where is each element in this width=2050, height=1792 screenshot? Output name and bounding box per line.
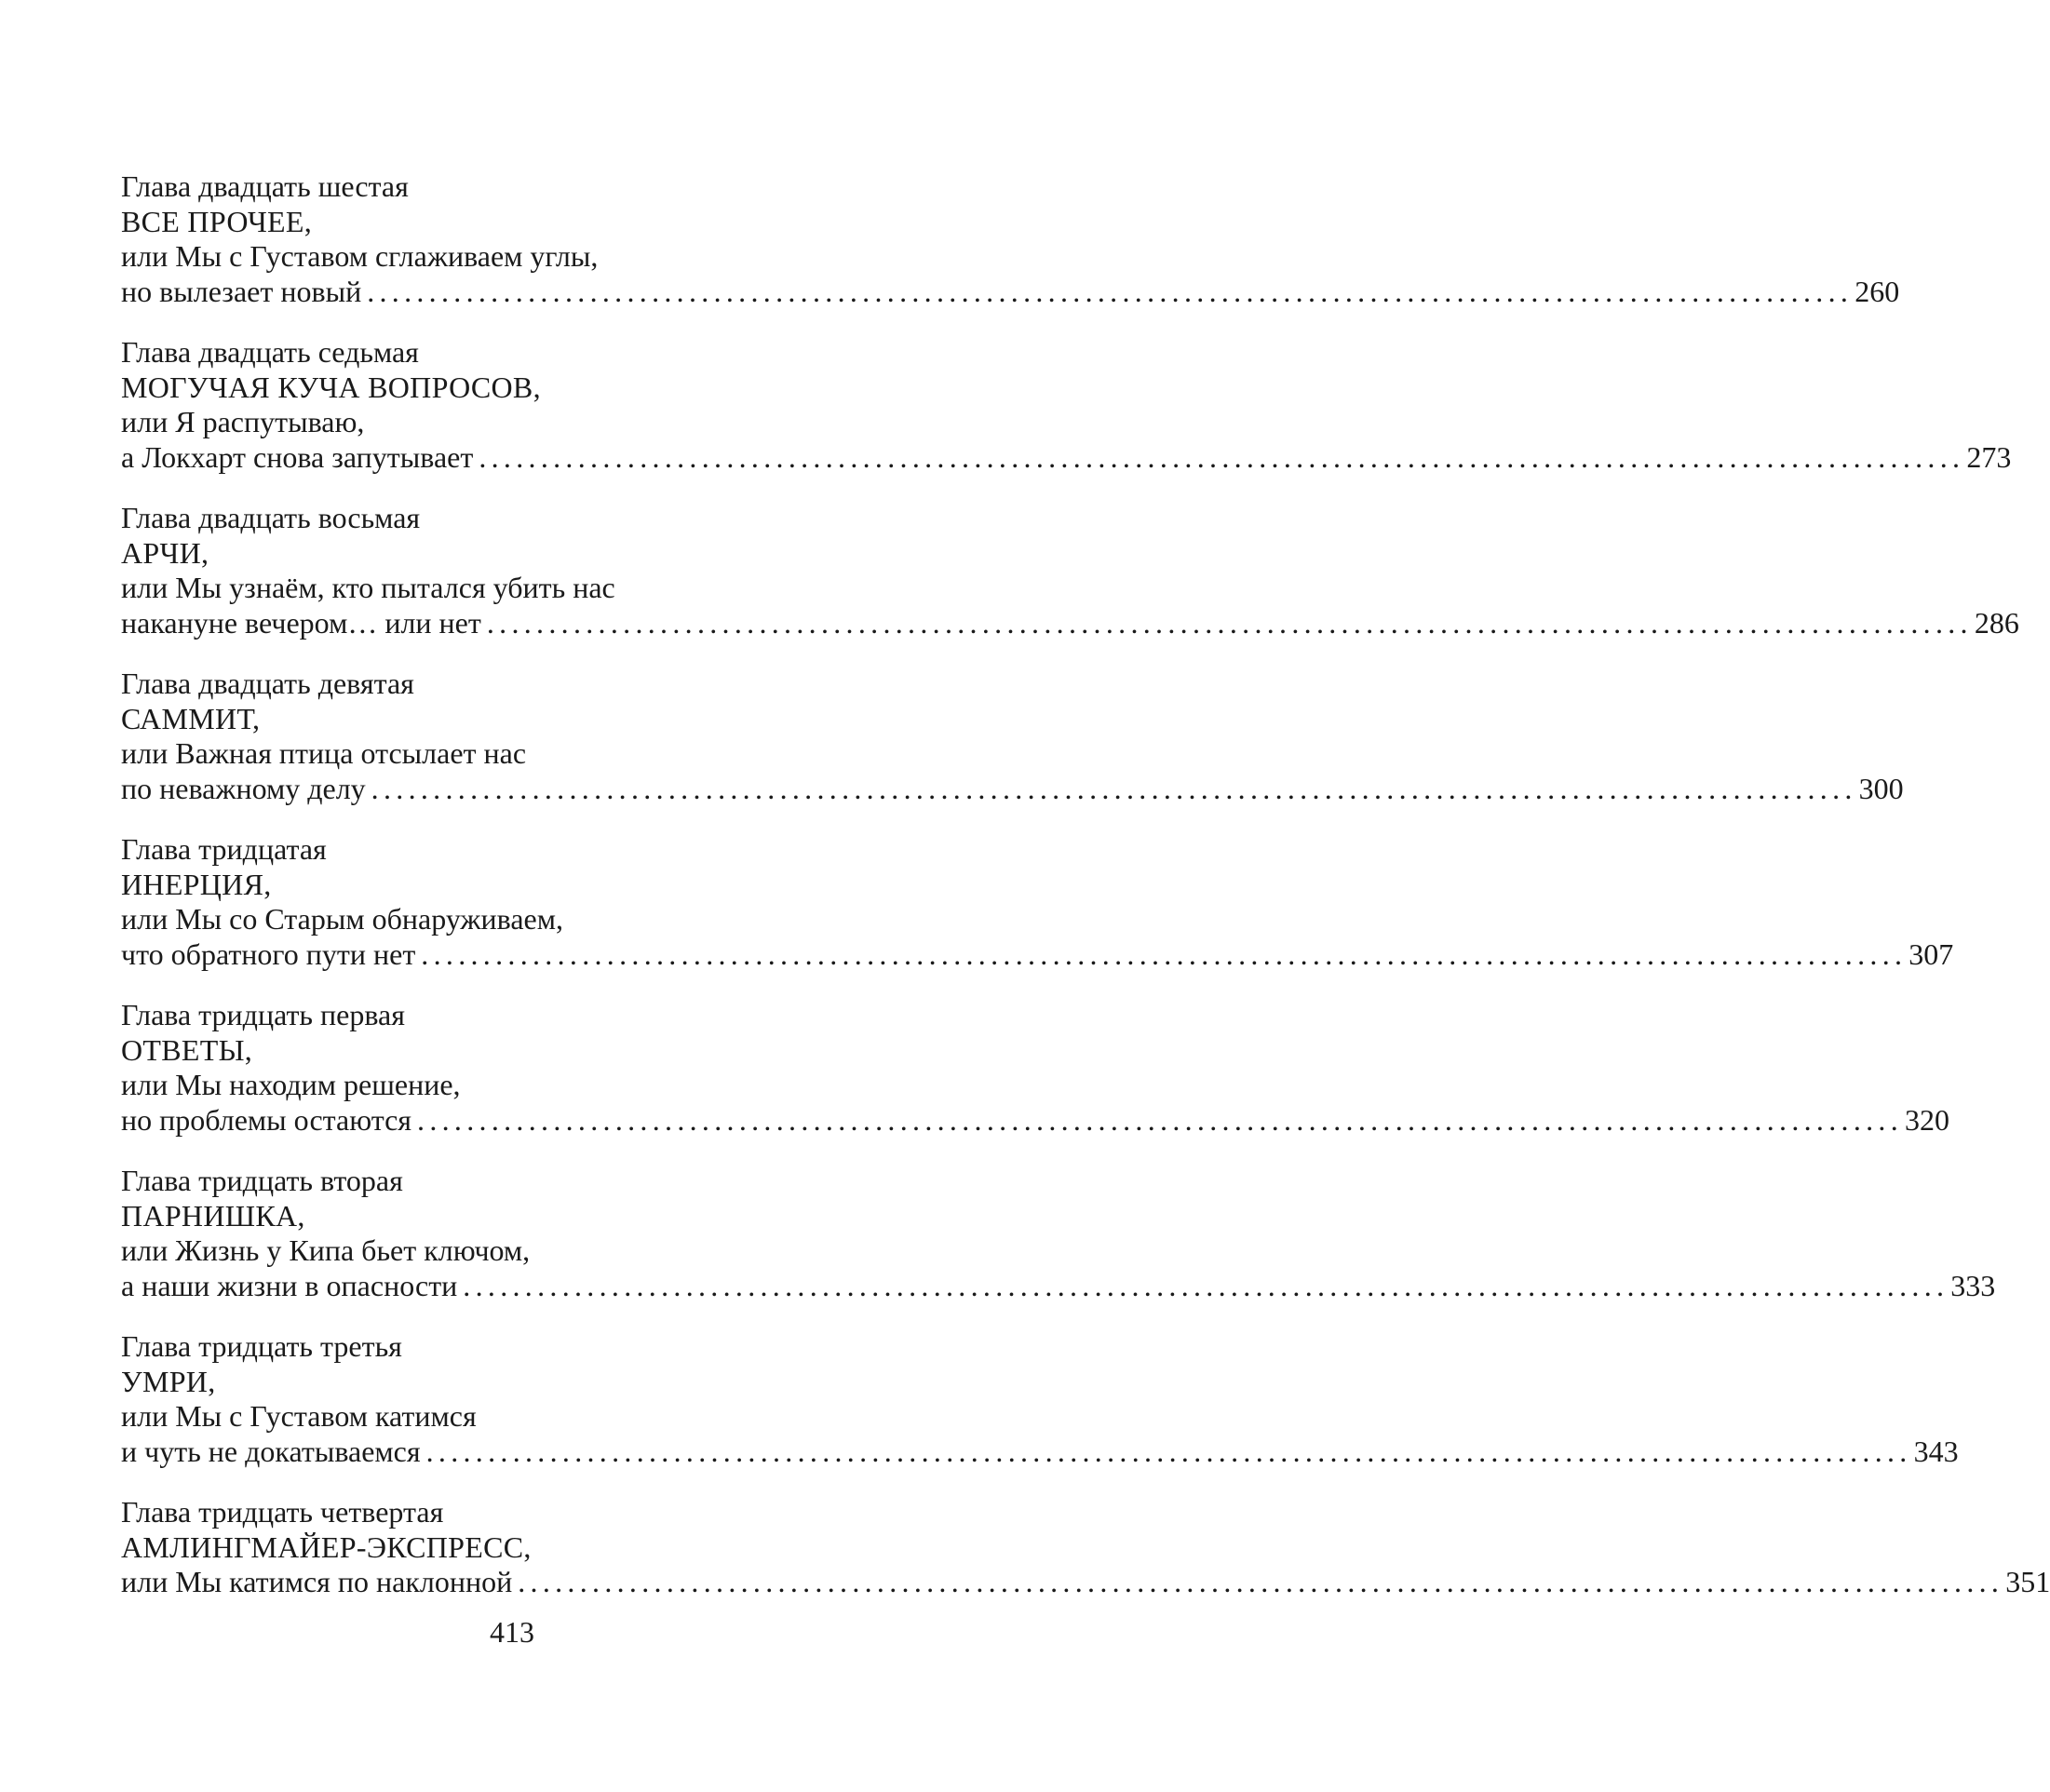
- chapter-subtitle: или Мы с Густавом катимся: [121, 1399, 477, 1433]
- chapter-subtitle-end: и чуть не докатываемся: [121, 1434, 421, 1468]
- dot-leader: ........................................................................................................................: [425, 1434, 1912, 1468]
- dot-leader: ........................................................................................................................: [371, 771, 1857, 805]
- chapter-number: Глава двадцать седьмая: [121, 335, 419, 369]
- chapter-subtitle: или Важная птица отсылает нас: [121, 736, 527, 770]
- chapter-leader-line: [121, 274, 1900, 310]
- dot-leader: ........................................................................................................................: [421, 936, 1908, 971]
- chapter-leader-line: [121, 1565, 2050, 1600]
- chapter-leader-line: [121, 439, 2012, 476]
- chapter-subtitle: или Мы находим решение,: [121, 1068, 461, 1101]
- chapter-subtitle-end: по неважному делу: [121, 771, 366, 805]
- chapter-page-number: 273: [1966, 439, 2012, 474]
- chapter-subtitle-end: но проблемы остаются: [121, 1102, 412, 1137]
- chapter-page-number: 333: [1950, 1268, 1996, 1302]
- chapter-title: ОТВЕТЫ,: [121, 1032, 253, 1067]
- chapter-leader-line: [121, 1102, 1950, 1139]
- chapter-number: Глава тридцать первая: [121, 998, 405, 1031]
- chapter-title: ИНЕРЦИЯ,: [121, 867, 272, 901]
- toc-entry: [121, 832, 1954, 972]
- chapter-number: Глава тридцать третья: [121, 1329, 402, 1363]
- toc-entry: [121, 501, 2019, 640]
- chapter-subtitle-end: накануне вечером… или нет: [121, 605, 481, 640]
- dot-leader: ........................................................................................................................: [486, 605, 1973, 640]
- chapter-number: Глава тридцать вторая: [121, 1164, 403, 1197]
- chapter-title: МОГУЧАЯ КУЧА ВОПРОСОВ,: [121, 370, 541, 404]
- chapter-subtitle: или Мы узнаём, кто пытался убить нас: [121, 571, 615, 604]
- chapter-page-number: 300: [1858, 771, 1904, 805]
- chapter-subtitle: или Мы с Густавом сглаживаем углы,: [121, 239, 599, 273]
- chapter-subtitle: или Мы со Старым обнаруживаем,: [121, 902, 563, 936]
- chapter-page-number: 286: [1974, 605, 2019, 640]
- chapter-subtitle: или Я распутываю,: [121, 405, 365, 438]
- dot-leader: ........................................................................................................................: [518, 1565, 2004, 1598]
- chapter-page-number: 351: [2005, 1565, 2050, 1598]
- chapter-number: Глава двадцать восьмая: [121, 501, 421, 534]
- toc-entry: [121, 998, 1950, 1138]
- chapter-title: ВСЕ ПРОЧЕЕ,: [121, 204, 313, 238]
- chapter-page-number: 320: [1905, 1102, 1950, 1137]
- chapter-subtitle-end: что обратного пути нет: [121, 936, 416, 971]
- chapter-subtitle: или Жизнь у Кипа бьет ключом,: [121, 1233, 531, 1267]
- dot-leader: ........................................................................................................................: [479, 439, 1965, 474]
- toc-entry: [121, 169, 1900, 309]
- toc-entry: [121, 667, 1904, 806]
- chapter-number: Глава двадцать шестая: [121, 169, 409, 203]
- dot-leader: ........................................................................................................................: [367, 274, 1854, 308]
- dot-leader: ........................................................................................................................: [417, 1102, 1904, 1137]
- toc-entry: [121, 1164, 1996, 1303]
- chapter-number: Глава тридцать четвертая: [121, 1495, 444, 1529]
- chapter-leader-line: [121, 605, 2019, 641]
- chapter-number: Глава тридцатая: [121, 832, 327, 866]
- chapter-title: САММИТ,: [121, 701, 261, 735]
- chapter-title: ПАРНИШКА,: [121, 1198, 305, 1233]
- chapter-leader-line: [121, 1434, 1959, 1470]
- chapter-title: АМЛИНГМАЙЕР-ЭКСПРЕСС,: [121, 1529, 532, 1564]
- chapter-leader-line: [121, 936, 1954, 973]
- dot-leader: ........................................................................................................................: [463, 1268, 1949, 1302]
- chapter-title: УМРИ,: [121, 1364, 216, 1398]
- table-of-contents: [121, 169, 2050, 1626]
- chapter-number: Глава двадцать девятая: [121, 667, 414, 700]
- chapter-title: АРЧИ,: [121, 535, 209, 570]
- chapter-page-number: 307: [1908, 936, 1954, 971]
- chapter-leader-line: [121, 771, 1904, 807]
- toc-entry: [121, 1329, 1959, 1469]
- toc-entry: [121, 335, 2012, 475]
- chapter-leader-line: [121, 1268, 1996, 1304]
- page-number: 413: [490, 1615, 534, 1649]
- chapter-page-number: 260: [1854, 274, 1900, 308]
- chapter-subtitle-end: или Мы катимся по наклонной: [121, 1565, 513, 1598]
- chapter-subtitle-end: а наши жизни в опасности: [121, 1268, 458, 1302]
- chapter-subtitle-end: а Локхарт снова запутывает: [121, 439, 474, 474]
- chapter-subtitle-end: но вылезает новый: [121, 274, 362, 308]
- toc-entry: [121, 1495, 2050, 1600]
- chapter-page-number: 343: [1913, 1434, 1959, 1468]
